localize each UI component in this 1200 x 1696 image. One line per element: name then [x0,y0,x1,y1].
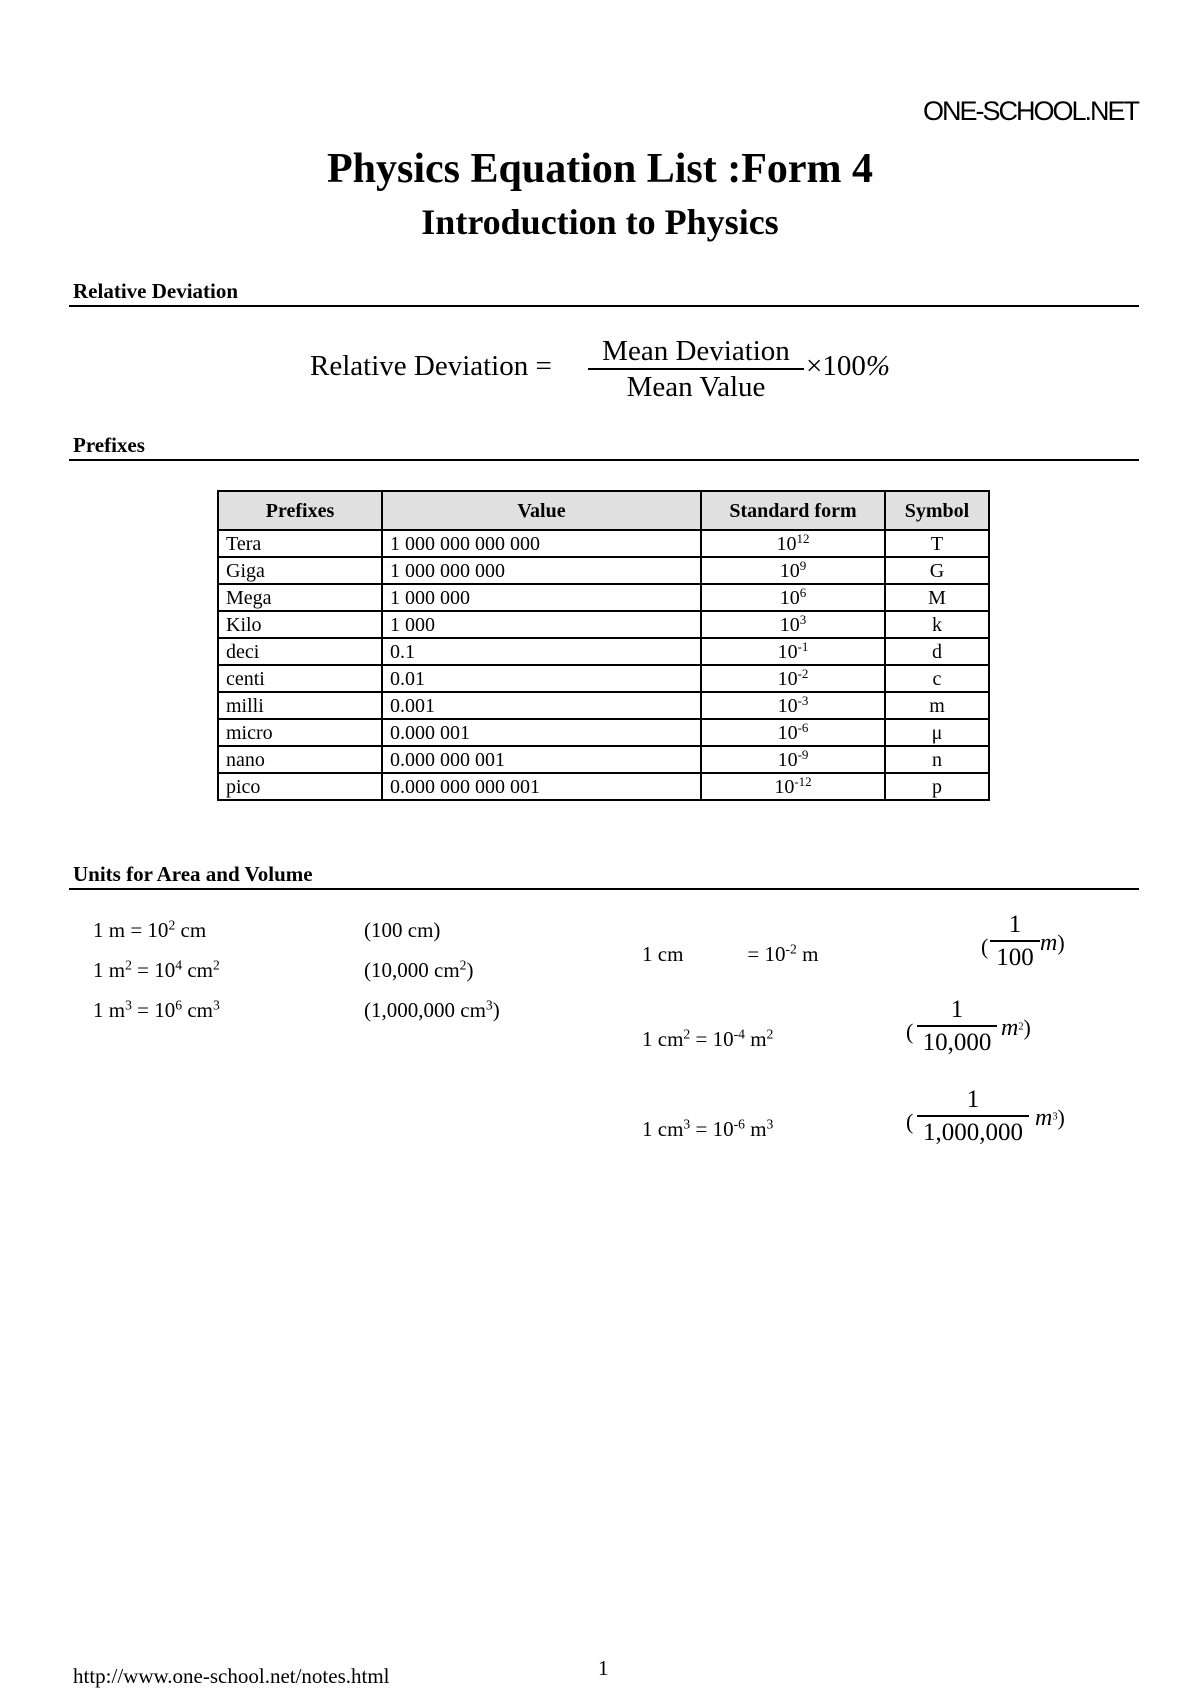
formula-lhs: Relative Deviation = [310,350,552,382]
standard-form-exponent: 9 [799,557,807,573]
fraction-denominator: 10,000 [922,1028,992,1056]
formula-rhs [806,350,890,383]
page-subtitle: Introduction to Physics [421,202,779,242]
unit-equivalent [364,918,440,943]
table-row [218,692,989,719]
standard-form-base: 10 [776,532,797,555]
formula-numerator: Mean Deviation [602,335,790,367]
prefix-symbol-cell: k [885,611,989,638]
unit-rhs: cm [182,998,213,1022]
unit-rhs-exponent: 2 [766,1026,774,1042]
unit-variable [1035,1105,1065,1132]
variable-exponent: 2 [1018,1021,1024,1033]
column-header: Value [382,491,701,530]
open-parenthesis: ( [906,1109,914,1134]
power-exponent: 4 [175,957,183,973]
unit-equals: = 10 [131,998,176,1022]
standard-form-exponent: 6 [799,584,807,600]
section-heading-prefixes: Prefixes [73,433,145,457]
page-number: 1 [598,1656,609,1680]
prefix-symbol-cell: M [885,584,989,611]
open-parenthesis: ( [981,934,989,959]
table-row [218,638,989,665]
prefix-name-cell: nano [218,746,382,773]
prefix-symbol-cell: G [885,557,989,584]
prefix-name-cell: pico [218,773,382,800]
standard-form-cell [701,692,885,719]
fraction [917,997,997,1055]
power-exponent: -2 [785,941,797,957]
variable-m: m [1001,1015,1019,1041]
table-row [218,557,989,584]
unit-conversion-row [93,998,220,1023]
table-row [218,530,989,557]
table-row [218,746,989,773]
prefix-name-cell: Giga [218,557,382,584]
site-brand: ONE-SCHOOL.NET [922,96,1138,126]
variable-m: m [1040,930,1058,956]
table-header-row [218,491,989,530]
close-parenthesis: ) [1023,1015,1031,1040]
prefix-name-cell: Mega [218,584,382,611]
unit-variable [1001,1015,1031,1042]
standard-form-exponent: -12 [794,773,812,789]
column-header: Symbol [885,491,989,530]
standard-form-base: 10 [777,667,798,690]
relative-deviation-formula [0,334,1200,404]
prefix-name-cell: Kilo [218,611,382,638]
standard-form-cell [701,530,885,557]
prefix-value-cell: 0.1 [382,638,701,665]
percent-sign: % [865,350,891,382]
power-exponent: 6 [175,997,183,1013]
prefix-name-cell: centi [218,665,382,692]
prefix-name-cell: Tera [218,530,382,557]
unit-equivalent [364,958,473,983]
equivalent-close: ) [433,918,441,942]
formula-factor: 100 [822,350,866,382]
column-header: Prefixes [218,491,382,530]
prefix-value-cell: 0.01 [382,665,701,692]
standard-form-base: 10 [774,775,795,798]
standard-form-cell [701,638,885,665]
unit-lhs-exponent: 2 [125,957,132,973]
formula-fraction [588,334,804,404]
standard-form-base: 10 [777,640,798,663]
unit-equivalent [364,998,500,1023]
equivalent-text: (10,000 cm [364,958,460,982]
unit-conversion-row [642,1027,773,1052]
unit-rhs: m [744,1117,767,1141]
unit-equals: = 10 [747,942,786,966]
unit-rhs: m [796,942,819,966]
standard-form-cell [701,746,885,773]
table-row [218,773,989,800]
unit-equals: = 10 [125,918,169,942]
standard-form-exponent: -1 [797,638,809,654]
prefix-value-cell: 0.001 [382,692,701,719]
prefixes-table [217,490,990,801]
power-exponent: -4 [733,1026,745,1042]
unit-conversion-row [642,1117,773,1142]
standard-form-cell [701,584,885,611]
close-parenthesis: ) [1057,1105,1065,1130]
equivalent-exponent: 3 [485,997,493,1013]
equivalent-exponent: 2 [459,957,467,973]
standard-form-cell [701,611,885,638]
fraction [990,912,1040,970]
standard-form-base: 10 [777,694,798,717]
prefix-value-cell: 1 000 000 000 000 [382,530,701,557]
standard-form-cell [701,773,885,800]
footer-url[interactable]: http://www.one-school.net/notes.html [73,1664,390,1688]
unit-lhs: 1 m [93,958,126,982]
prefix-value-cell: 0.000 001 [382,719,701,746]
close-parenthesis: ) [1057,930,1065,955]
unit-rhs-exponent: 3 [213,997,220,1013]
section-divider [69,888,1139,890]
section-heading-units: Units for Area and Volume [73,862,313,886]
standard-form-cell [701,557,885,584]
formula-denominator: Mean Value [626,370,766,403]
power-exponent: -6 [733,1116,745,1132]
standard-form-exponent: -3 [797,692,809,708]
standard-form-base: 10 [777,748,798,771]
unit-rhs: cm [175,918,207,942]
standard-form-exponent: 12 [796,530,810,546]
fraction-numerator: 1 [966,1086,980,1113]
equivalent-close: ) [492,998,500,1022]
prefix-symbol-cell: n [885,746,989,773]
table-row [218,611,989,638]
equivalent-text: (1,000,000 cm [364,998,486,1022]
unit-rhs-exponent: 3 [766,1116,774,1132]
unit-lhs-exponent: 3 [683,1116,691,1132]
standard-form-base: 10 [779,613,800,636]
fraction-numerator: 1 [1008,911,1022,938]
fraction-denominator: 100 [996,943,1034,971]
prefix-name-cell: micro [218,719,382,746]
unit-lhs: 1 m [93,918,126,942]
open-parenthesis: ( [906,1019,914,1044]
table-row [218,584,989,611]
standard-form-base: 10 [779,586,800,609]
unit-rhs-exponent: 2 [213,957,220,973]
prefix-value-cell: 0.000 000 001 [382,746,701,773]
unit-equals: = 10 [690,1117,734,1141]
unit-variable [1040,930,1065,957]
prefix-value-cell: 1 000 [382,611,701,638]
standard-form-cell [701,719,885,746]
times-sign: × [806,350,823,382]
prefix-value-cell: 1 000 000 [382,584,701,611]
unit-lhs-exponent: 3 [125,997,132,1013]
prefix-symbol-cell: c [885,665,989,692]
prefix-name-cell: deci [218,638,382,665]
unit-lhs: 1 cm [642,1117,684,1141]
power-exponent: 2 [168,917,176,933]
unit-lhs: 1 cm [642,942,684,966]
unit-conversion-row [93,958,220,983]
table-row [218,719,989,746]
unit-lhs: 1 m [93,998,126,1022]
section-divider [69,305,1139,307]
prefix-symbol-cell: d [885,638,989,665]
standard-form-exponent: 3 [799,611,807,627]
unit-conversion-row [93,918,206,943]
unit-conversion-row [642,942,818,967]
prefix-symbol-cell: p [885,773,989,800]
standard-form-exponent: -2 [797,665,809,681]
standard-form-base: 10 [777,721,798,744]
column-header: Standard form [701,491,885,530]
variable-m: m [1035,1105,1053,1131]
prefix-value-cell: 0.000 000 000 001 [382,773,701,800]
prefix-symbol-cell: μ [885,719,989,746]
standard-form-exponent: -9 [797,746,809,762]
standard-form-base: 10 [779,559,800,582]
prefix-symbol-cell: T [885,530,989,557]
prefix-symbol-cell: m [885,692,989,719]
unit-equals: = 10 [131,958,176,982]
table-row [218,665,989,692]
prefix-name-cell: milli [218,692,382,719]
unit-rhs: cm [182,958,213,982]
fraction-denominator: 1,000,000 [923,1118,1023,1146]
section-heading-relative-deviation: Relative Deviation [73,279,239,303]
fraction [917,1087,1029,1145]
prefix-value-cell: 1 000 000 000 [382,557,701,584]
equivalent-text: (100 cm [364,918,434,942]
section-divider [69,459,1139,461]
unit-rhs: m [744,1027,767,1051]
page-title: Physics Equation List :Form 4 [326,146,874,192]
standard-form-exponent: -6 [797,719,809,735]
standard-form-cell [701,665,885,692]
fraction-numerator: 1 [950,996,964,1023]
equivalent-close: ) [466,958,474,982]
unit-equals: = 10 [690,1027,734,1051]
variable-exponent: 3 [1052,1111,1058,1123]
unit-lhs: 1 cm [642,1027,684,1051]
unit-lhs-exponent: 2 [683,1026,691,1042]
